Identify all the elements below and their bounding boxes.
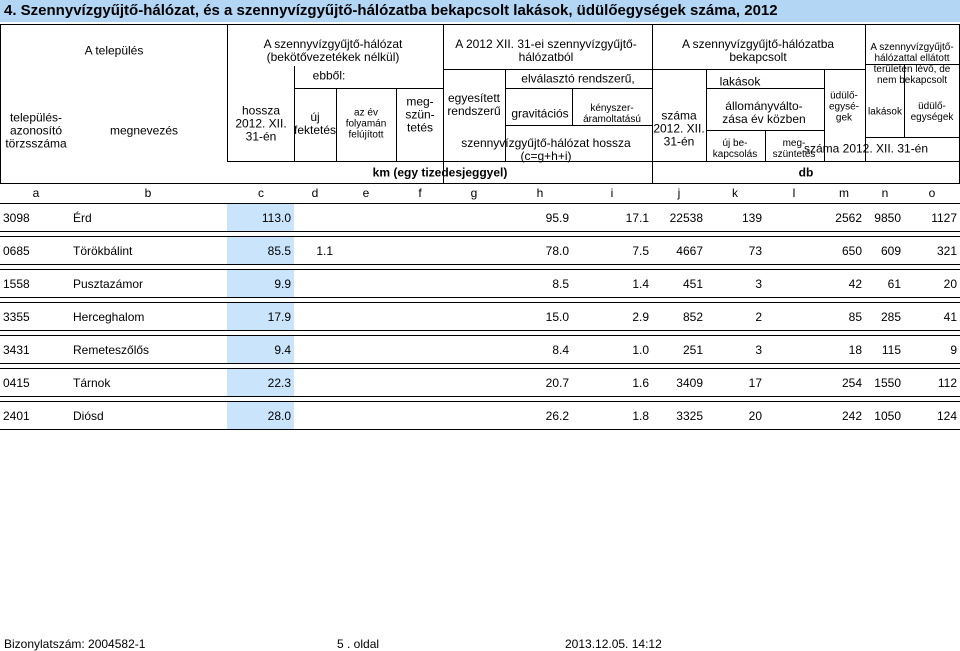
column-letter: a — [32, 186, 40, 200]
column-letters-row — [0, 183, 960, 203]
cell-k: 17 — [706, 369, 765, 397]
table-row — [0, 303, 960, 331]
header-megnevezes: megnevezés — [109, 123, 179, 138]
header-uj-fektetes: új fektetés — [293, 110, 337, 137]
column-letter: c — [258, 186, 264, 200]
cell-i: 1.0 — [572, 336, 652, 364]
cell-b: Diósd — [70, 402, 227, 430]
cell-f — [396, 402, 443, 430]
cell-e — [336, 237, 396, 265]
cell-o: 124 — [904, 402, 960, 430]
cell-l — [765, 303, 824, 331]
cell-l — [765, 402, 824, 430]
cell-h: 20.7 — [505, 369, 572, 397]
cell-c: 22.3 — [227, 369, 294, 397]
cell-d — [294, 336, 336, 364]
header-gravitacios: gravitációs — [511, 106, 569, 121]
cell-b: Herceghalom — [70, 303, 227, 331]
column-letter: k — [732, 186, 738, 200]
cell-m: 85 — [824, 303, 865, 331]
cell-g — [443, 204, 505, 232]
header-egyesitett: egyesített rendszerű — [447, 91, 501, 118]
cell-o: 1127 — [904, 204, 960, 232]
cell-j: 3325 — [652, 402, 706, 430]
cell-d — [294, 204, 336, 232]
cell-f — [396, 270, 443, 298]
cell-o: 20 — [904, 270, 960, 298]
cell-o: 321 — [904, 237, 960, 265]
cell-c: 85.5 — [227, 237, 294, 265]
cell-a: 2401 — [0, 402, 70, 430]
cell-g — [443, 270, 505, 298]
column-letter: n — [881, 186, 889, 200]
table-row — [0, 369, 960, 397]
header-lakasok2: lakások — [868, 106, 902, 118]
header-uj-bekapcsolas: új be- kapcsolás — [712, 138, 758, 160]
cell-o: 112 — [904, 369, 960, 397]
cell-m: 2562 — [824, 204, 865, 232]
cell-k: 3 — [706, 336, 765, 364]
cell-h: 8.4 — [505, 336, 572, 364]
column-letter: o — [928, 186, 936, 200]
header-elvalaszto: elválasztó rendszerű, — [521, 71, 635, 86]
header-ellatott: A szennyvízgyűjtő- hálózattal ellátott területen lévő, de nem bekapcsolt — [870, 42, 954, 86]
cell-n: 1550 — [865, 369, 904, 397]
footer-timestamp: 2013.12.05. 14:12 — [565, 637, 662, 651]
cell-a: 3431 — [0, 336, 70, 364]
cell-f — [396, 336, 443, 364]
cell-b: Remeteszőlős — [70, 336, 227, 364]
cell-c: 113.0 — [227, 204, 294, 232]
column-letter: e — [362, 186, 370, 200]
cell-h: 15.0 — [505, 303, 572, 331]
footer-ref: Bizonylatszám: 2004582-1 — [4, 637, 146, 651]
cell-l — [765, 369, 824, 397]
cell-g — [443, 369, 505, 397]
cell-a: 1558 — [0, 270, 70, 298]
cell-e — [336, 204, 396, 232]
cell-k: 3 — [706, 270, 765, 298]
cell-h: 78.0 — [505, 237, 572, 265]
cell-h: 26.2 — [505, 402, 572, 430]
table-row — [0, 336, 960, 364]
cell-j: 251 — [652, 336, 706, 364]
cell-o: 9 — [904, 336, 960, 364]
header-a-telepules: A település — [84, 43, 144, 58]
cell-l — [765, 336, 824, 364]
cell-i: 1.6 — [572, 369, 652, 397]
column-letter: f — [418, 186, 422, 200]
cell-m: 18 — [824, 336, 865, 364]
cell-l — [765, 237, 824, 265]
cell-e — [336, 369, 396, 397]
cell-e — [336, 336, 396, 364]
column-letter: d — [311, 186, 319, 200]
page-title: 4. Szennyvízgyűjtő-hálózat, és a szennyvízgyűjtő-hálózatba bekapcsolt lakások, üdülőegységek száma, 2012 — [4, 2, 778, 19]
cell-a: 3355 — [0, 303, 70, 331]
cell-m: 242 — [824, 402, 865, 430]
cell-n: 609 — [865, 237, 904, 265]
header-lakasok: lakások — [719, 74, 761, 89]
cell-n: 1050 — [865, 402, 904, 430]
cell-b: Törökbálint — [70, 237, 227, 265]
cell-m: 650 — [824, 237, 865, 265]
cell-e — [336, 402, 396, 430]
header-udulo-egysegek: üdülő- egysé- gek — [828, 90, 860, 124]
cell-m: 254 — [824, 369, 865, 397]
cell-h: 95.9 — [505, 204, 572, 232]
header-hossza: hossza 2012. XII. 31-én — [235, 103, 287, 144]
cell-g — [443, 336, 505, 364]
cell-f — [396, 204, 443, 232]
cell-k: 139 — [706, 204, 765, 232]
cell-d — [294, 369, 336, 397]
header-allomanyvaltozas: állományválto- zása év közben — [722, 99, 806, 126]
cell-i: 1.4 — [572, 270, 652, 298]
cell-k: 73 — [706, 237, 765, 265]
cell-l — [765, 204, 824, 232]
column-letter: m — [839, 186, 849, 200]
cell-n: 115 — [865, 336, 904, 364]
cell-e — [336, 270, 396, 298]
data-table — [0, 203, 960, 430]
title-bar — [0, 0, 960, 22]
cell-c: 17.9 — [227, 303, 294, 331]
table-row — [0, 204, 960, 232]
cell-e — [336, 303, 396, 331]
cell-b: Tárnok — [70, 369, 227, 397]
cell-g — [443, 237, 505, 265]
header-udulo-egysegek2: üdülő- egységek — [910, 101, 954, 123]
cell-d — [294, 303, 336, 331]
cell-j: 852 — [652, 303, 706, 331]
column-letter: j — [677, 186, 681, 200]
cell-b: Érd — [70, 204, 227, 232]
cell-k: 2 — [706, 303, 765, 331]
table-row — [0, 270, 960, 298]
cell-l — [765, 270, 824, 298]
table-row — [0, 237, 960, 265]
footer-page: 5 . oldal — [337, 637, 380, 651]
cell-d — [294, 270, 336, 298]
cell-i: 17.1 — [572, 204, 652, 232]
cell-c: 9.4 — [227, 336, 294, 364]
header-halozat-hossza: szennyvízgyűjtő-hálózat hossza (c=g+h+i) — [461, 136, 631, 163]
header-bekapcsolt: A szennyvízgyűjtő-hálózatba bekapcsolt — [681, 37, 835, 64]
cell-k: 20 — [706, 402, 765, 430]
cell-i: 7.5 — [572, 237, 652, 265]
header-ebbol: ebből: — [312, 68, 346, 83]
cell-j: 4667 — [652, 237, 706, 265]
cell-o: 41 — [904, 303, 960, 331]
column-letter: b — [144, 186, 152, 200]
header-telepules-azonosito: település- azonosító törzsszáma — [5, 110, 67, 151]
cell-i: 2.9 — [572, 303, 652, 331]
data-table-body — [0, 204, 960, 430]
cell-g — [443, 402, 505, 430]
table-row — [0, 402, 960, 430]
cell-n: 61 — [865, 270, 904, 298]
cell-f — [396, 237, 443, 265]
column-letter: i — [610, 186, 614, 200]
cell-j: 3409 — [652, 369, 706, 397]
cell-j: 22538 — [652, 204, 706, 232]
cell-n: 9850 — [865, 204, 904, 232]
cell-m: 42 — [824, 270, 865, 298]
unit-db: db — [798, 165, 814, 180]
cell-b: Pusztazámor — [70, 270, 227, 298]
cell-n: 285 — [865, 303, 904, 331]
header-meg-szuntetes: meg- szüntetés — [772, 138, 816, 160]
cell-a: 3098 — [0, 204, 70, 232]
column-letter: h — [536, 186, 544, 200]
cell-d — [294, 402, 336, 430]
header-szama-2012: száma 2012. XII. 31-én — [803, 141, 929, 156]
cell-c: 9.9 — [227, 270, 294, 298]
header-szama: száma 2012. XII. 31-én — [653, 108, 705, 149]
cell-i: 1.8 — [572, 402, 652, 430]
column-letter: l — [792, 186, 796, 200]
header-megszuntetes: meg- szün- tetés — [405, 94, 435, 135]
header-az-ev-folyaman: az év folyamán felújított — [345, 107, 387, 141]
cell-f — [396, 303, 443, 331]
cell-a: 0685 — [0, 237, 70, 265]
column-letter: g — [470, 186, 478, 200]
header-kenyszer: kényszer- áramoltatású — [583, 103, 641, 125]
cell-a: 0415 — [0, 369, 70, 397]
cell-d: 1.1 — [294, 237, 336, 265]
cell-c: 28.0 — [227, 402, 294, 430]
header-szennyviz-halozat: A szennyvízgyűjtő-hálózat (bekötővezetékek nélkül) — [263, 37, 403, 64]
cell-g — [443, 303, 505, 331]
cell-h: 8.5 — [505, 270, 572, 298]
cell-j: 451 — [652, 270, 706, 298]
header-a-2012-halozatbol: A 2012 XII. 31-ei szennyvízgyűjtő- hálózatból — [455, 37, 637, 64]
cell-f — [396, 369, 443, 397]
unit-km: km (egy tizedesjeggyel) — [372, 165, 508, 180]
